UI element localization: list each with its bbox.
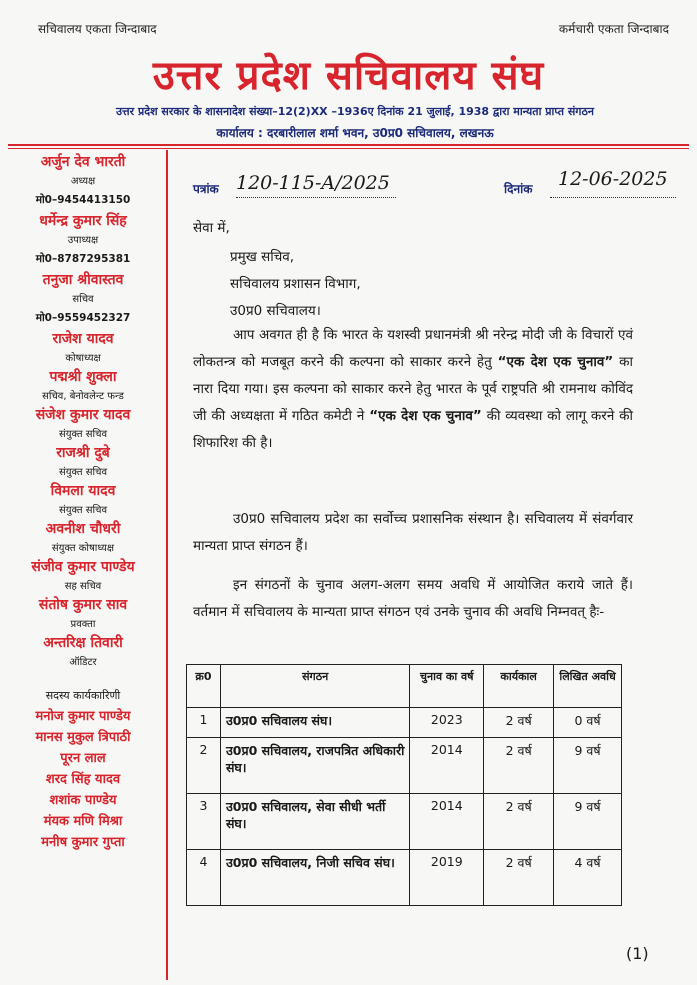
executive-member: मंयक मणि मिश्रा <box>43 814 123 829</box>
table-header-row <box>187 665 622 708</box>
officer-name: राजश्री दुबे <box>56 445 110 461</box>
column-header: लिखित अवधि <box>554 665 622 708</box>
cell-election-year: 2023 <box>410 708 484 738</box>
recognition-line: उत्तर प्रदेश सरकार के शासनादेश संख्या–12(2)XX –1936ए दिनांक 21 जुलाई, 1938 द्वारा मान्यता प्राप्त संगठन <box>116 105 594 118</box>
officer-role: सह सचिव <box>64 581 102 592</box>
officer-role: सचिव <box>72 294 94 305</box>
addressee-line: प्रमुख सचिव, <box>230 249 295 265</box>
slogan-right: कर्मचारी एकता जिन्दाबाद <box>558 22 669 36</box>
officer-phone: मो0–9559452327 <box>35 312 131 324</box>
paragraph-text: का नारा दिया गया। इस कल्पना को साकार करने हेतु भारत के पूर्व राष्ट्रपति श्री रामनाथ कोविंद जी की अध्यक्षता में गठित कमेटी ने <box>193 354 633 424</box>
header-divider-thin <box>8 148 689 149</box>
cell-organization: उ0प्र0 सचिवालय, निजी सचिव संघ। <box>220 850 409 906</box>
date-value: 12-06-2025 <box>558 168 668 190</box>
officer-block <box>4 367 162 405</box>
cell-election-year: 2014 <box>410 794 484 850</box>
officer-name: धर्मेन्द्र कुमार सिंह <box>39 213 127 229</box>
officer-name: राजेश यादव <box>52 331 114 347</box>
cell-election-year: 2014 <box>410 738 484 794</box>
officer-role: प्रवक्ता <box>70 619 96 630</box>
column-header: संगठन <box>220 665 409 708</box>
officer-block <box>4 519 162 557</box>
paragraph-1 <box>193 322 633 457</box>
table-row <box>187 708 622 738</box>
paragraph-text: आप अवगत ही है कि भारत के यशस्वी प्रधानमंत्री श्री नरेन्द्र मोदी जी के विचारों एवं लोकतन्त्र को मजबूत करने की कल्पना को साकार करने हेतु <box>193 327 633 370</box>
table-row <box>187 850 622 906</box>
executive-member: मनोज कुमार पाण्डेय <box>35 709 131 724</box>
officer-block <box>4 633 162 671</box>
officer-block <box>4 443 162 481</box>
officer-name: संजीव कुमार पाण्डेय <box>31 559 135 575</box>
officer-name: संतोष कुमार साव <box>38 597 128 613</box>
executive-member: मनीष कुमार गुप्ता <box>41 835 125 850</box>
cell-organization: उ0प्र0 सचिवालय, सेवा सीधी भर्ती संघ। <box>220 794 409 850</box>
date-dotted-line <box>550 196 676 198</box>
slogan-left: सचिवालय एकता जिन्दाबाद <box>38 22 157 36</box>
executive-member: शरद सिंह यादव <box>45 772 121 787</box>
reference-label: पत्रांक <box>193 182 219 196</box>
salutation: सेवा में, <box>193 220 230 236</box>
officer-phone: मो0–9454413150 <box>35 194 131 206</box>
officer-block <box>4 270 162 329</box>
officer-block <box>4 595 162 633</box>
officer-role: संयुक्त सचिव <box>58 467 108 478</box>
paragraph-2: उ0प्र0 सचिवालय प्रदेश का सर्वोच्च प्रशासनिक संस्थान है। सचिवालय में संवर्गवार मान्यता प्राप्त संगठन हैं। <box>193 511 633 554</box>
column-header: चुनाव का वर्ष <box>410 665 484 708</box>
executive-member: मानस मुकुल त्रिपाठी <box>35 730 131 745</box>
addressee-line: सचिवालय प्रशासन विभाग, <box>230 276 361 292</box>
table-row <box>187 738 622 794</box>
page-number: (1) <box>626 944 649 963</box>
cell-tenure: 2 वर्ष <box>484 738 554 794</box>
officer-phone: मो0–8787295381 <box>35 253 131 265</box>
header-divider <box>8 144 689 146</box>
officer-name: तनुजा श्रीवास्तव <box>42 272 124 288</box>
paragraph-text: की व्यवस्था को लागू करने की शिफारिश की है। <box>193 408 633 451</box>
column-header: कार्यकाल <box>484 665 554 708</box>
cell-serial: 4 <box>187 850 221 906</box>
cell-election-year: 2019 <box>410 850 484 906</box>
cell-tenure: 2 वर्ष <box>484 708 554 738</box>
date-label: दिनांक <box>504 182 533 196</box>
officer-name: अवनीश चौधरी <box>45 521 121 537</box>
reference-number: 120-115-A/2025 <box>236 172 390 194</box>
cell-period: 4 वर्ष <box>554 850 622 906</box>
officer-block <box>4 405 162 443</box>
column-header: क्र0 <box>187 665 221 708</box>
cell-tenure: 2 वर्ष <box>484 850 554 906</box>
executive-committee-title: सदस्य कार्यकारिणी <box>45 689 121 702</box>
officer-block <box>4 211 162 270</box>
cell-tenure: 2 वर्ष <box>484 794 554 850</box>
cell-serial: 2 <box>187 738 221 794</box>
office-bearers-sidebar <box>4 152 162 853</box>
officer-block <box>4 481 162 519</box>
officer-role: कोषाध्यक्ष <box>65 353 101 364</box>
officer-role: संयुक्त कोषाध्यक्ष <box>51 543 115 554</box>
cell-serial: 1 <box>187 708 221 738</box>
office-address: कार्यालय : दरबारीलाल शर्मा भवन, उ0प्र0 सचिवालय, लखनऊ <box>216 126 494 140</box>
table-row <box>187 794 622 850</box>
officer-block <box>4 557 162 595</box>
officer-role: ऑडिटर <box>69 657 97 668</box>
cell-period: 0 वर्ष <box>554 708 622 738</box>
officer-block <box>4 329 162 367</box>
officer-role: उपाध्यक्ष <box>67 235 99 246</box>
cell-organization: उ0प्र0 सचिवालय, राजपत्रित अधिकारी संघ। <box>220 738 409 794</box>
reference-dotted-line <box>236 196 396 198</box>
cell-period: 9 वर्ष <box>554 794 622 850</box>
org-title: उत्तर प्रदेश सचिवालय संघ <box>152 53 545 99</box>
slogan-emphasis: “एक देश एक चुनाव” <box>369 408 482 424</box>
officer-name: विमला यादव <box>50 483 116 499</box>
executive-member: शशांक पाण्डेय <box>49 793 117 808</box>
officer-role: संयुक्त सचिव <box>58 429 108 440</box>
officer-name: अर्जुन देव भारती <box>40 154 126 170</box>
addressee-line: उ0प्र0 सचिवालय। <box>230 303 321 319</box>
officer-name: संजेश कुमार यादव <box>35 407 131 423</box>
paragraph-3: इन संगठनों के चुनाव अलग-अलग समय अवधि में आयोजित कराये जाते हैं। वर्तमान में सचिवालय के मान्यता प्राप्त संगठन एवं उनके चुनाव की अवधि निम्नवत् हैः- <box>193 577 633 620</box>
officer-role: अध्यक्ष <box>70 176 96 187</box>
officer-name: पद्मश्री शुक्ला <box>49 369 117 385</box>
executive-member: पूरन लाल <box>60 751 106 766</box>
officer-name: अन्तरिक्ष तिवारी <box>43 635 123 651</box>
sidebar-divider <box>166 150 168 980</box>
cell-period: 9 वर्ष <box>554 738 622 794</box>
officer-role: सचिव, बेनोवलेन्ट फन्ड <box>42 391 124 402</box>
cell-serial: 3 <box>187 794 221 850</box>
slogan-emphasis: “एक देश एक चुनाव” <box>497 354 614 370</box>
officer-block <box>4 152 162 211</box>
organizations-table <box>186 664 622 906</box>
cell-organization: उ0प्र0 सचिवालय संघ। <box>220 708 409 738</box>
officer-role: संयुक्त सचिव <box>58 505 108 516</box>
